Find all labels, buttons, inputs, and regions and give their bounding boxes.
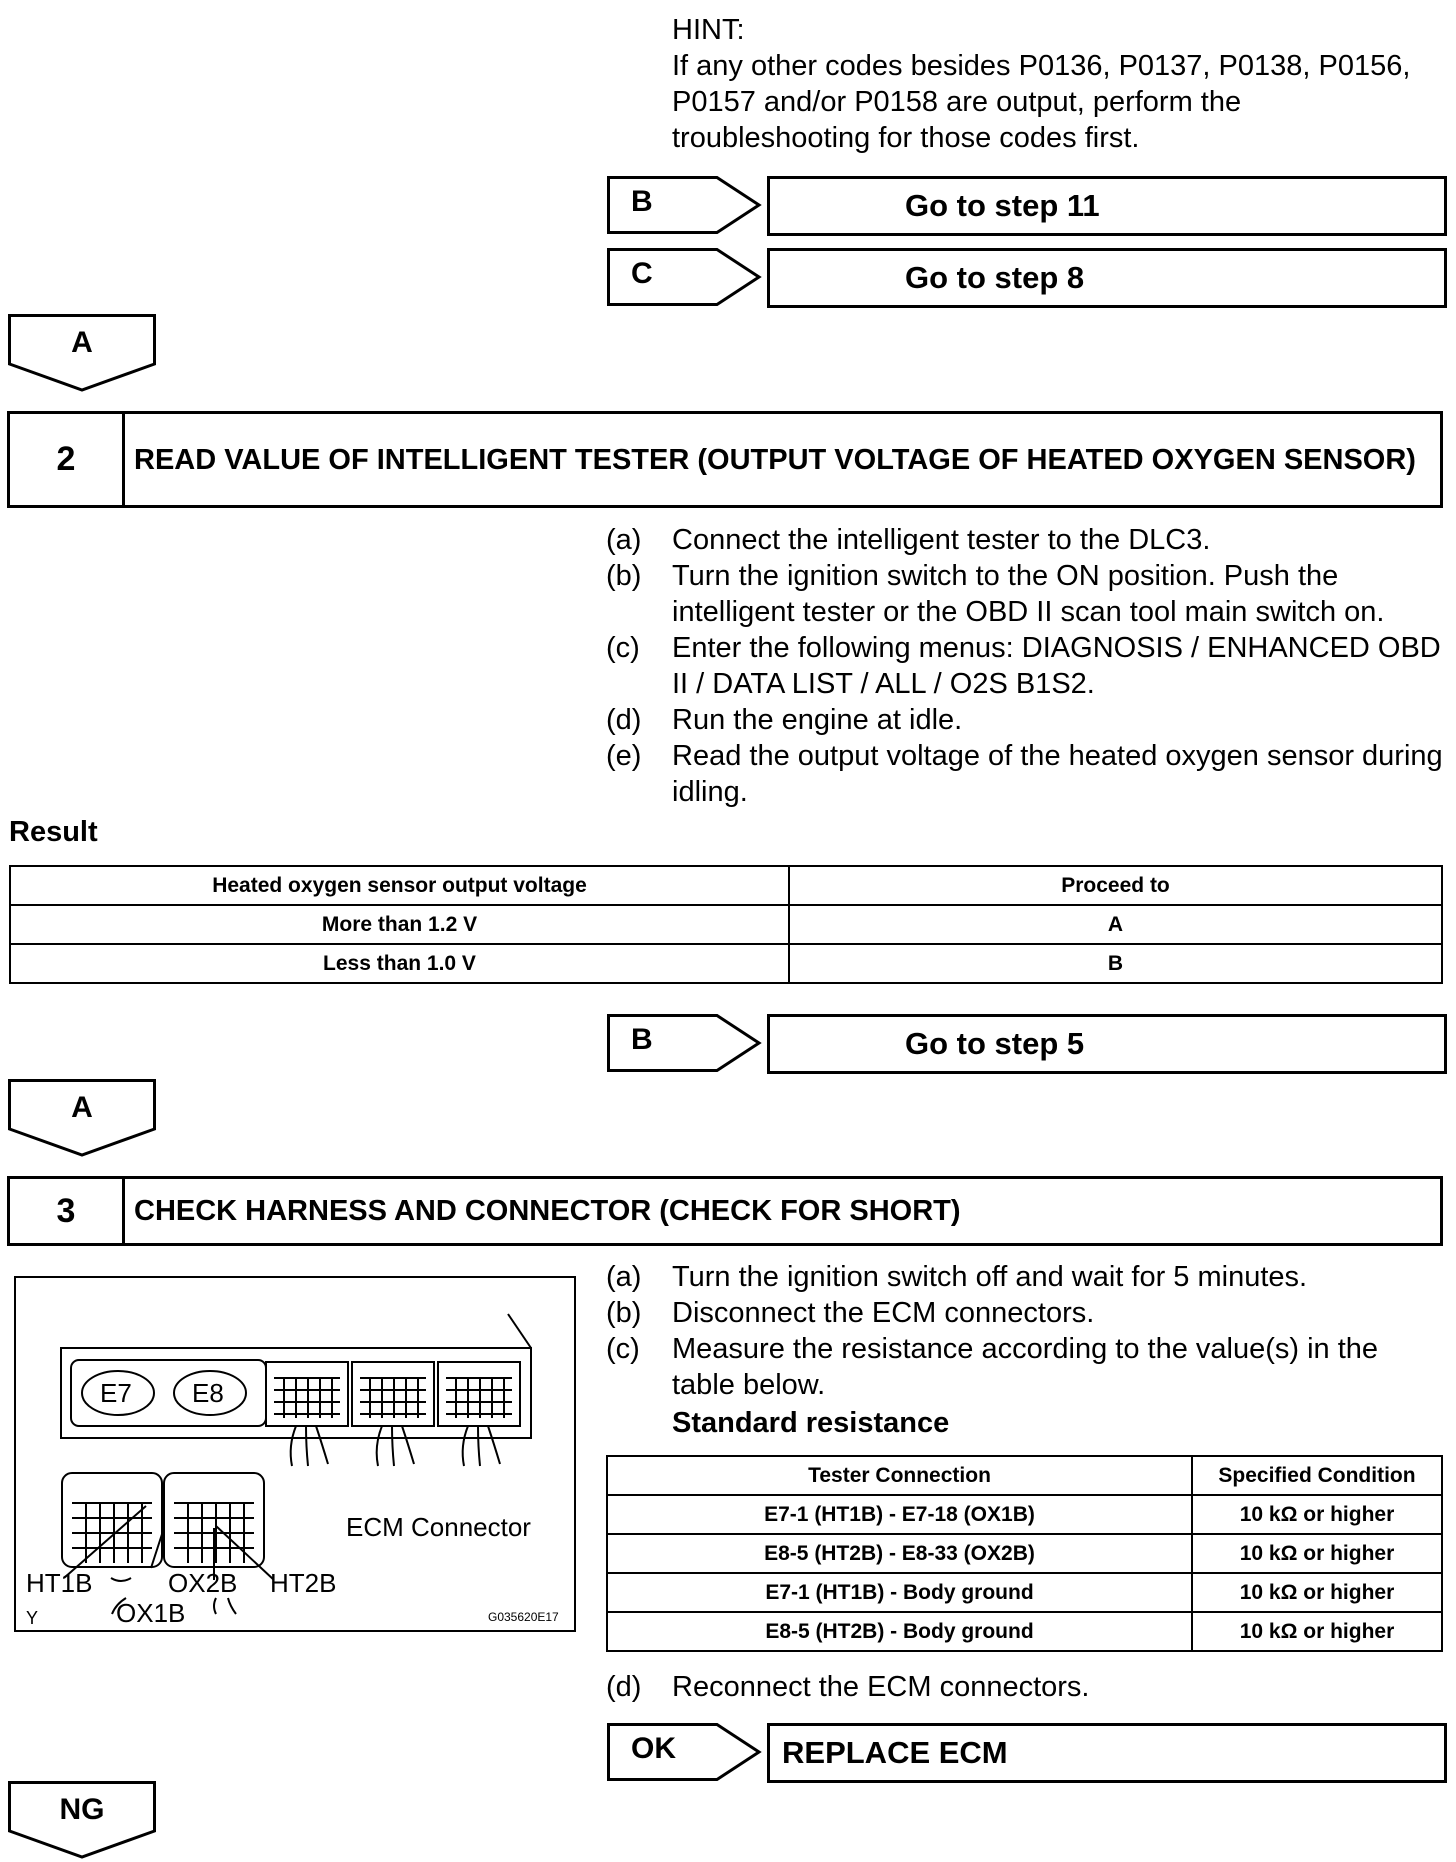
table-row bbox=[607, 1573, 1442, 1612]
table-header: Specified Condition bbox=[1192, 1456, 1442, 1495]
table-row bbox=[607, 1495, 1442, 1534]
instruction-item: (b) Turn the ignition switch to the ON position. Push the intelligent tester or the OBD II scan tool main switch on. bbox=[606, 560, 1385, 628]
table-row bbox=[607, 1534, 1442, 1573]
standard-resistance-label: Standard resistance bbox=[672, 1407, 950, 1439]
step-2-instructions bbox=[606, 522, 1446, 810]
branch-target-label: Go to step 11 bbox=[905, 188, 1100, 223]
branch-tag bbox=[607, 1014, 762, 1072]
table-row bbox=[10, 944, 1442, 983]
table-header-row bbox=[10, 866, 1442, 905]
table-cell: A bbox=[789, 905, 1442, 944]
branch-target-label: Go to step 5 bbox=[905, 1026, 1085, 1061]
branch-tag-label: C bbox=[631, 257, 653, 290]
result-table bbox=[9, 865, 1443, 984]
step-title: READ VALUE OF INTELLIGENT TESTER (OUTPUT VOLTAGE OF HEATED OXYGEN SENSOR) bbox=[134, 443, 1416, 476]
step-2-header bbox=[7, 411, 1443, 508]
table-cell: 10 kΩ or higher bbox=[1192, 1534, 1442, 1573]
step-title: CHECK HARNESS AND CONNECTOR (CHECK FOR SHORT) bbox=[134, 1195, 961, 1227]
step-number: 2 bbox=[10, 414, 125, 505]
label-corner: Y bbox=[26, 1608, 39, 1628]
branch-tag bbox=[607, 176, 762, 234]
label-ox1b: OX1B bbox=[116, 1598, 186, 1628]
instruction-item: (b) Disconnect the ECM connectors. bbox=[606, 1297, 1095, 1329]
goto-step-5-link[interactable] bbox=[767, 1014, 1447, 1074]
instruction-item: (c) Enter the following menus: DIAGNOSIS / ENHANCED OBD II / DATA LIST / ALL / O2S B1S2. bbox=[606, 632, 1441, 700]
label-ht1b: HT1B bbox=[26, 1568, 93, 1598]
label-e7: E7 bbox=[100, 1378, 132, 1408]
table-row bbox=[607, 1612, 1442, 1651]
table-cell: More than 1.2 V bbox=[10, 905, 789, 944]
branch-tag bbox=[607, 1723, 762, 1781]
table-cell: B bbox=[789, 944, 1442, 983]
branch-ok-replace-ecm bbox=[607, 1723, 1447, 1787]
instruction-item: (e) Read the output voltage of the heated oxygen sensor during idling. bbox=[606, 740, 1443, 808]
figure-code: G035620E17 bbox=[488, 1610, 559, 1624]
ecm-connector-figure bbox=[14, 1276, 576, 1632]
hint-text: If any other codes besides P0136, P0137, P0138, P0156, P0157 and/or P0158 are output, perform the troubleshooting for those codes first. bbox=[672, 50, 1411, 154]
step-3-instructions bbox=[606, 1259, 1446, 1403]
branch-tag-label: OK bbox=[631, 1732, 676, 1765]
result-label: Result bbox=[9, 816, 98, 848]
instruction-item: (d) Reconnect the ECM connectors. bbox=[606, 1671, 1090, 1703]
table-header: Proceed to bbox=[789, 866, 1442, 905]
down-arrow-a bbox=[8, 1079, 156, 1157]
label-ht2b: HT2B bbox=[270, 1568, 337, 1598]
table-row bbox=[10, 905, 1442, 944]
branch-target-label: Go to step 8 bbox=[905, 260, 1085, 295]
table-cell: E8-5 (HT2B) - Body ground bbox=[607, 1612, 1192, 1651]
table-header-row bbox=[607, 1456, 1442, 1495]
instruction-item: (c) Measure the resistance according to the value(s) in the table below. bbox=[606, 1333, 1379, 1401]
goto-step-11-link[interactable] bbox=[767, 176, 1447, 236]
hint-block bbox=[672, 12, 1432, 156]
table-cell: E7-1 (HT1B) - Body ground bbox=[607, 1573, 1192, 1612]
instruction-item: (a) Turn the ignition switch off and wait for 5 minutes. bbox=[606, 1261, 1308, 1293]
table-cell: E7-1 (HT1B) - E7-18 (OX1B) bbox=[607, 1495, 1192, 1534]
instruction-item: (a) Connect the intelligent tester to the DLC3. bbox=[606, 524, 1211, 556]
branch-tag-label: B bbox=[631, 185, 653, 218]
table-cell: Less than 1.0 V bbox=[10, 944, 789, 983]
goto-step-8-link[interactable] bbox=[767, 248, 1447, 308]
label-e8: E8 bbox=[192, 1378, 224, 1408]
step-number: 3 bbox=[10, 1179, 125, 1243]
table-header: Tester Connection bbox=[607, 1456, 1192, 1495]
label-ecm-connector: ECM Connector bbox=[346, 1512, 531, 1542]
down-arrow-label: A bbox=[71, 326, 93, 359]
hint-heading: HINT: bbox=[672, 14, 745, 46]
down-arrow-label: A bbox=[71, 1091, 93, 1124]
step-3-header bbox=[7, 1176, 1443, 1246]
branch-b-step11 bbox=[607, 176, 1447, 240]
down-arrow-a bbox=[8, 314, 156, 392]
branch-tag bbox=[607, 248, 762, 306]
table-header: Heated oxygen sensor output voltage bbox=[10, 866, 789, 905]
instruction-item: (d) Run the engine at idle. bbox=[606, 704, 963, 736]
step-3-after bbox=[606, 1669, 1446, 1705]
branch-tag-label: B bbox=[631, 1023, 653, 1056]
branch-target-label: REPLACE ECM bbox=[782, 1735, 1008, 1770]
branch-b-step5 bbox=[607, 1014, 1447, 1078]
replace-ecm-link[interactable] bbox=[767, 1723, 1447, 1783]
label-ox2b: OX2B bbox=[168, 1568, 238, 1598]
table-cell: 10 kΩ or higher bbox=[1192, 1495, 1442, 1534]
table-cell: 10 kΩ or higher bbox=[1192, 1612, 1442, 1651]
table-cell: 10 kΩ or higher bbox=[1192, 1573, 1442, 1612]
standard-resistance-table bbox=[606, 1455, 1443, 1652]
branch-c-step8 bbox=[607, 248, 1447, 312]
table-cell: E8-5 (HT2B) - E8-33 (OX2B) bbox=[607, 1534, 1192, 1573]
down-arrow-ng bbox=[8, 1781, 156, 1859]
down-arrow-label: NG bbox=[59, 1793, 105, 1826]
